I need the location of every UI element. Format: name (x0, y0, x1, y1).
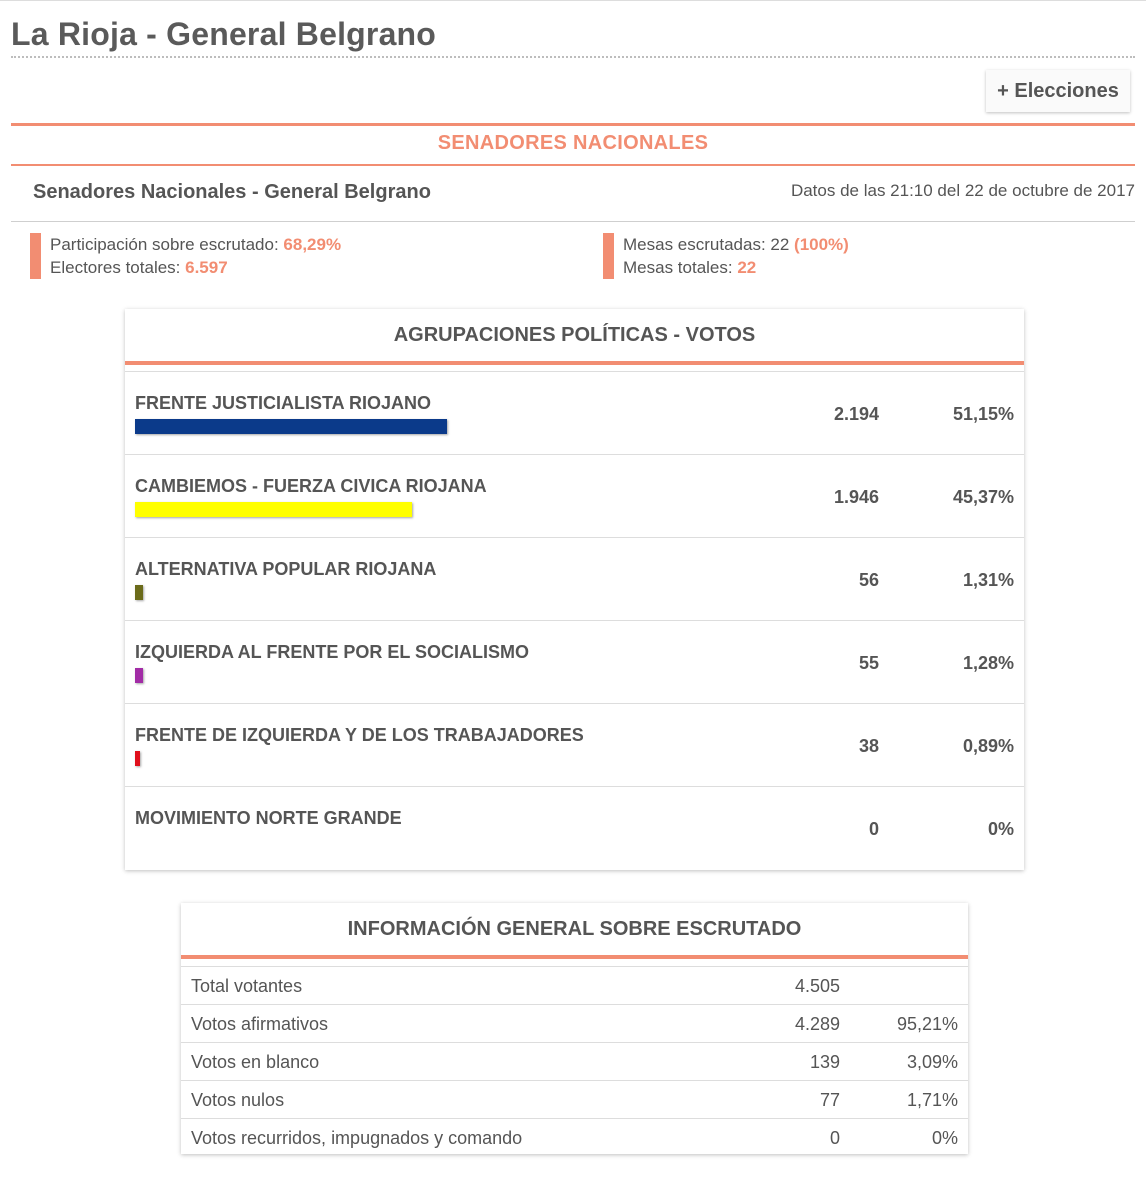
party-row (125, 621, 1024, 704)
party-row (125, 704, 1024, 787)
info-percentage: 0% (931, 1128, 958, 1148)
general-info-header-gap (181, 959, 968, 966)
mesas-escrutadas-value: (100%) (794, 235, 849, 254)
party-percentage: 1,28% (962, 653, 1014, 673)
party-name: ALTERNATIVA POPULAR RIOJANA (135, 559, 437, 579)
info-percentage: 3,09% (906, 1052, 958, 1072)
info-label: Votos recurridos, impugnados y comando (191, 1128, 523, 1148)
info-label: Votos en blanco (191, 1052, 320, 1072)
general-info-header: INFORMACIÓN GENERAL SOBRE ESCRUTADO (181, 903, 968, 959)
party-row (125, 538, 1024, 621)
section-divider-bottom (11, 164, 1135, 166)
info-value: 0 (829, 1128, 840, 1148)
info-row (181, 1042, 968, 1080)
info-label: Votos nulos (191, 1090, 285, 1110)
party-votes: 0 (868, 819, 879, 839)
mesas-totales-label: Mesas totales: (623, 258, 738, 277)
party-votes: 55 (858, 653, 879, 673)
party-percentage: 0,89% (962, 736, 1014, 756)
party-name: MOVIMIENTO NORTE GRANDE (135, 808, 402, 828)
party-votes: 1.946 (833, 487, 879, 507)
mesas-stats (603, 233, 849, 279)
info-value: 4.289 (794, 1014, 840, 1034)
info-value: 77 (819, 1090, 840, 1110)
info-row (181, 1004, 968, 1042)
party-vote-bar (135, 585, 143, 600)
party-vote-bar (135, 502, 412, 517)
subsection-title: Senadores Nacionales - General Belgrano (33, 181, 431, 203)
stat-accent-bar (30, 233, 41, 279)
party-votes: 2.194 (833, 404, 879, 424)
page-title: La Rioja - General Belgrano (11, 16, 437, 52)
party-row (125, 455, 1024, 538)
info-label: Total votantes (191, 976, 303, 996)
party-percentage: 1,31% (962, 570, 1014, 590)
party-vote-bar (135, 419, 447, 434)
party-row (125, 372, 1024, 455)
title-divider (11, 56, 1135, 58)
mesas-escrutadas-label: Mesas escrutadas: 22 (623, 235, 795, 254)
votes-card-header: AGRUPACIONES POLÍTICAS - VOTOS (125, 309, 1024, 365)
data-timestamp: Datos de las 21:10 del 22 de octubre de 2017 (790, 181, 1135, 200)
electors-label: Electores totales: (50, 258, 186, 277)
info-row (181, 1118, 968, 1156)
mesas-escrutadas-line (623, 233, 849, 256)
info-value: 139 (809, 1052, 840, 1072)
electors-value: 6.597 (185, 258, 228, 277)
mesas-totales-line (623, 256, 849, 279)
party-name: FRENTE JUSTICIALISTA RIOJANO (135, 393, 432, 413)
votes-card-header-gap (125, 365, 1024, 372)
participation-line (50, 233, 341, 256)
electors-line (50, 256, 341, 279)
top-border (0, 0, 1146, 1)
info-percentage: 95,21% (896, 1014, 958, 1034)
section-title: SENADORES NACIONALES (437, 132, 709, 154)
stat-accent-bar (603, 233, 614, 279)
info-row (181, 966, 968, 1004)
info-percentage: 1,71% (906, 1090, 958, 1110)
party-votes: 56 (858, 570, 879, 590)
info-label: Votos afirmativos (191, 1014, 329, 1034)
general-info-card (181, 903, 968, 1154)
participation-label: Participación sobre escrutado: (50, 235, 284, 254)
info-row (181, 1080, 968, 1118)
party-row (125, 787, 1024, 869)
party-list (125, 372, 1024, 869)
info-value: 4.505 (794, 976, 840, 996)
party-vote-bar (135, 751, 140, 766)
party-percentage: 51,15% (952, 404, 1014, 424)
section-divider-top (11, 123, 1135, 126)
participation-stats (30, 233, 341, 279)
party-name: CAMBIEMOS - FUERZA CIVICA RIOJANA (135, 476, 487, 496)
elecciones-button[interactable]: + Elecciones (986, 70, 1130, 112)
party-name: FRENTE DE IZQUIERDA Y DE LOS TRABAJADORES (135, 725, 584, 745)
participation-value: 68,29% (283, 235, 342, 254)
mesas-totales-value: 22 (737, 258, 757, 277)
party-name: IZQUIERDA AL FRENTE POR EL SOCIALISMO (135, 642, 530, 662)
votes-card (125, 309, 1024, 870)
party-percentage: 45,37% (952, 487, 1014, 507)
party-vote-bar (135, 668, 143, 683)
subsection-divider (11, 221, 1135, 222)
party-votes: 38 (858, 736, 879, 756)
party-percentage: 0% (987, 819, 1014, 839)
